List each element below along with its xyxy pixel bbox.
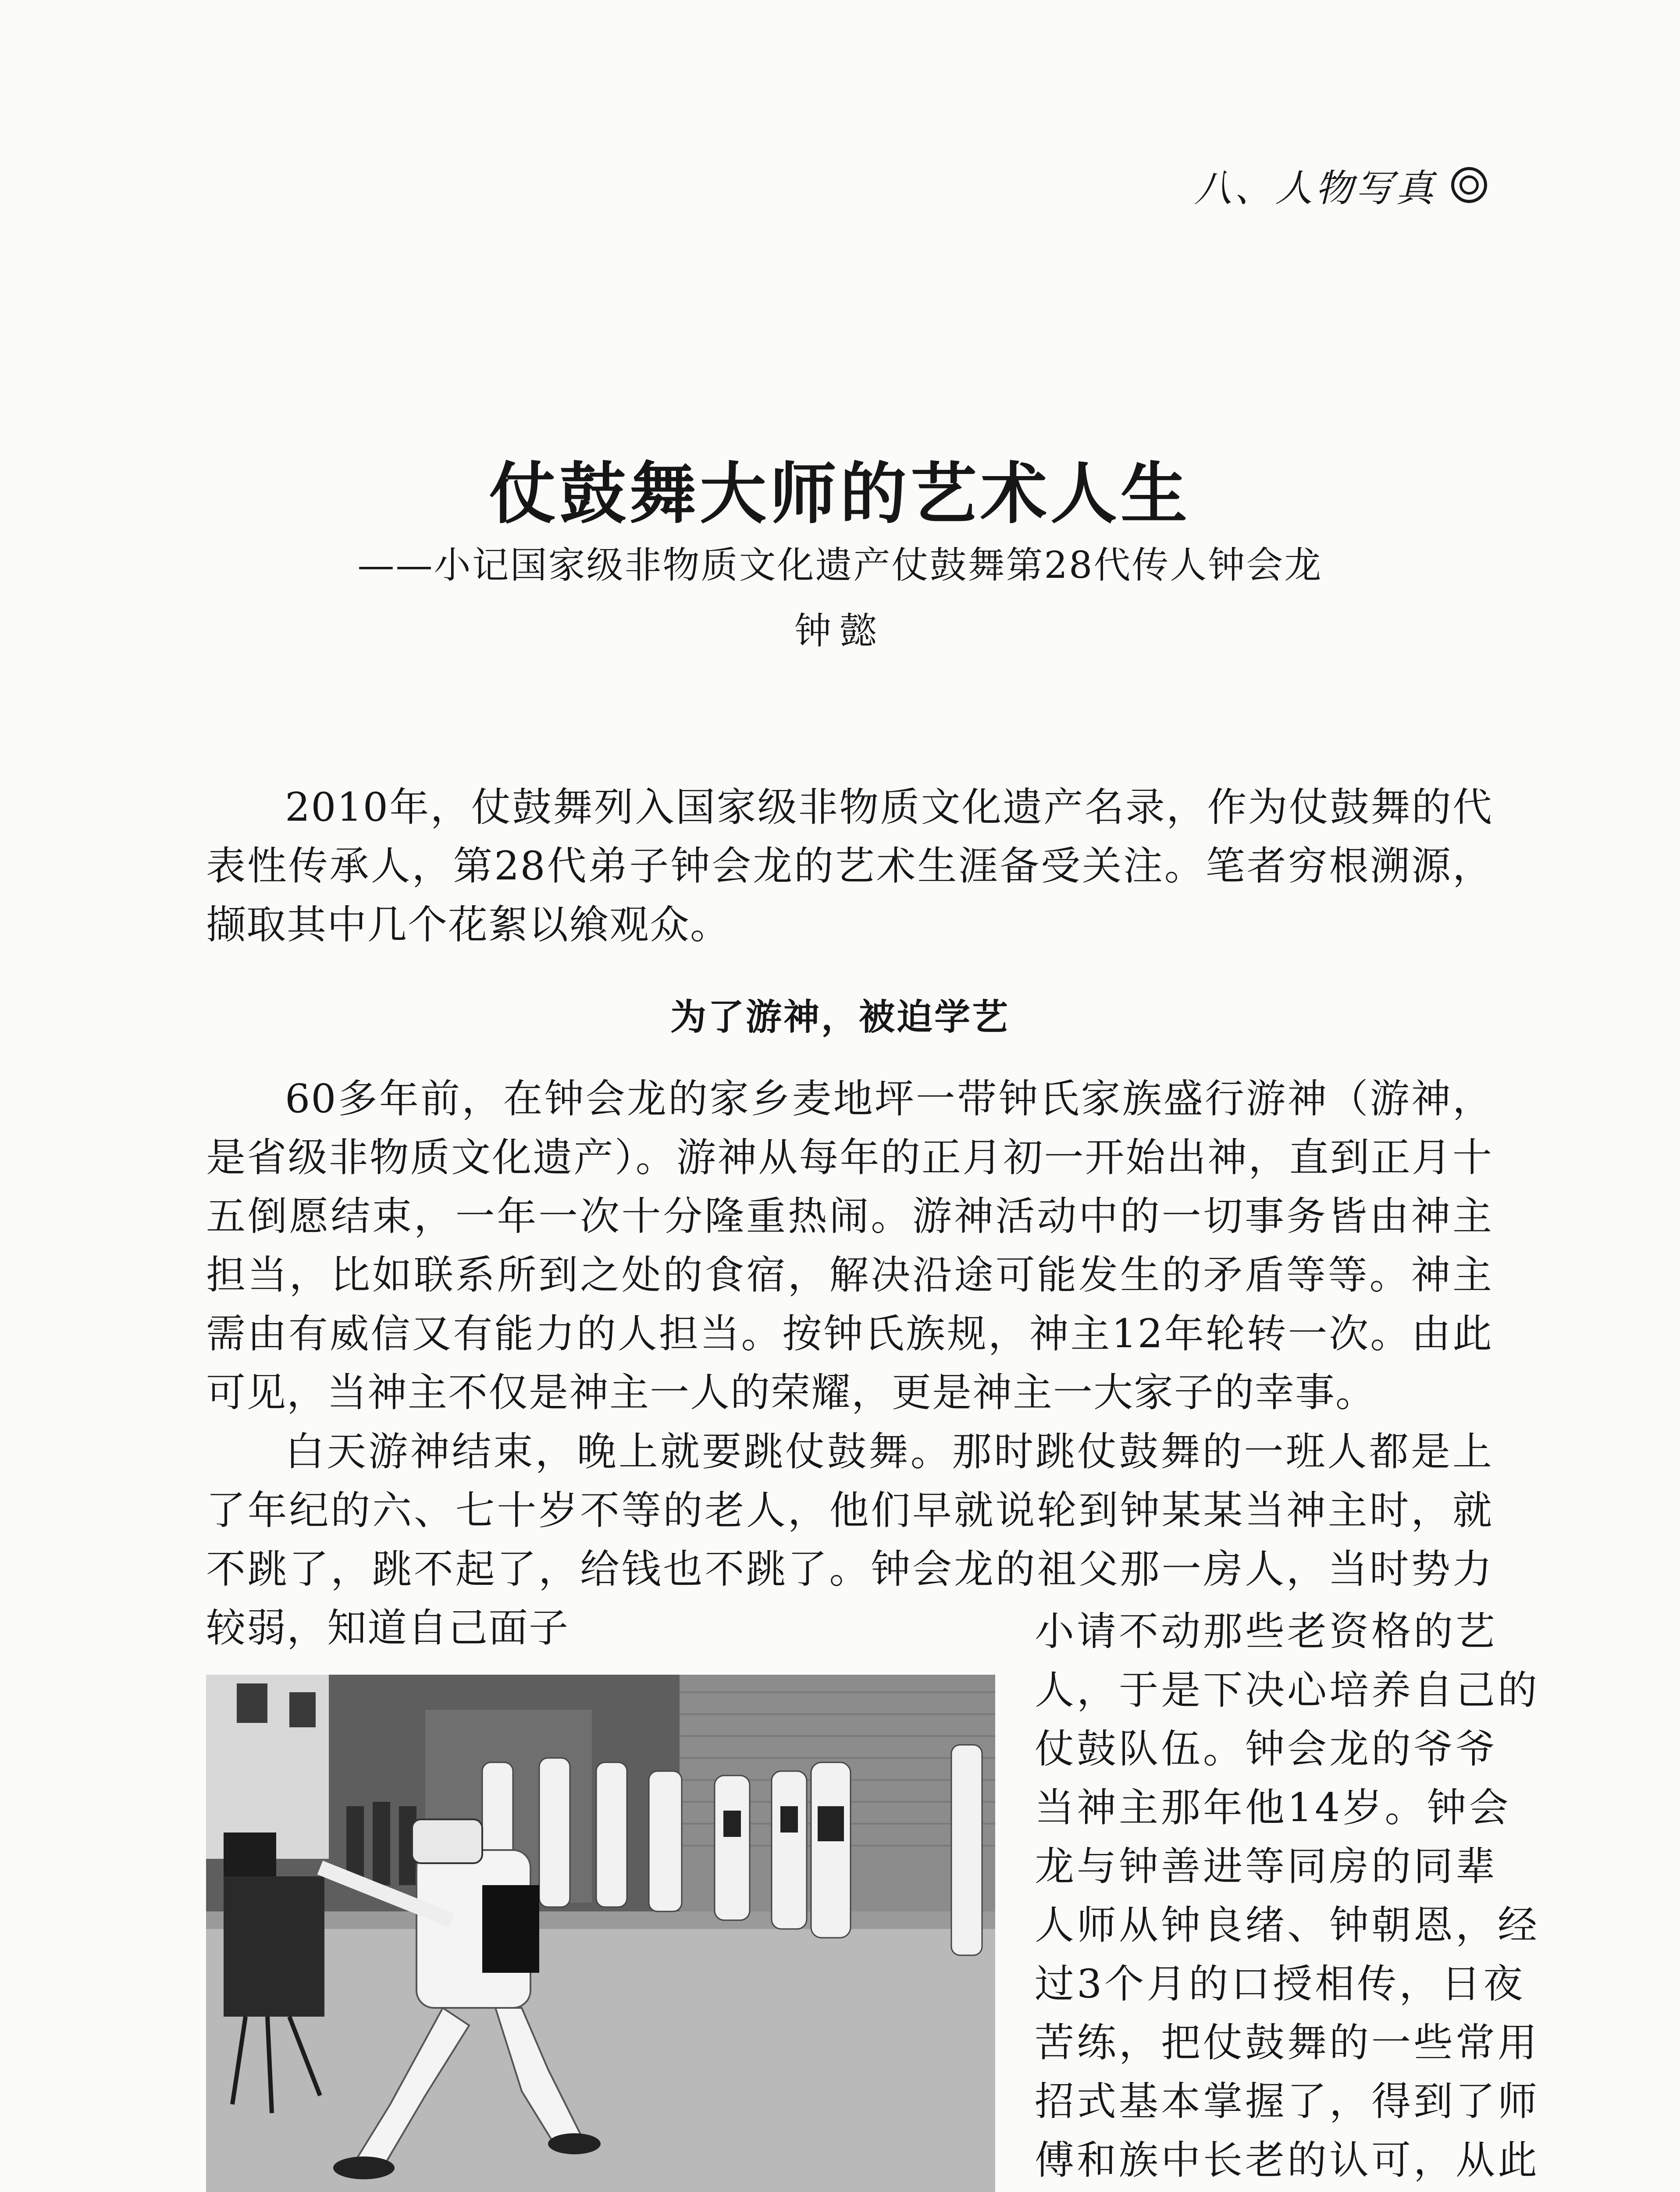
body-paragraph-2: 白天游神结束，晚上就要跳仗鼓舞。那时跳仗鼓舞的一班人都是上了年纪的六、七十岁不等的老人，他们早就说轮到钟某某当神主时，就不跳了，跳不起了，给钱也不跳了。钟会龙的祖父那一房人，当时势力较弱，知道自己面子 xyxy=(206,1429,1493,1651)
running-header-text: 八、人物写真 xyxy=(1194,167,1436,210)
text-line: 小请不动那些老资格的艺 xyxy=(1035,1608,1498,1655)
text-line: 当神主那年他14岁。钟会 xyxy=(1035,1785,1511,1831)
intro-paragraph: 2010年，仗鼓舞列入国家级非物质文化遗产名录，作为仗鼓舞的代表性传承人，第28代弟子钟会龙的艺术生涯备受关注。笔者穷根溯源，撷取其中几个花絮以飨观众。 xyxy=(206,784,1493,948)
body-paragraph-1: 60多年前，在钟会龙的家乡麦地坪一带钟氏家族盛行游神（游神，是省级非物质文化遗产）。游神从每年的正月初一开始出神，直到正月十五倒愿结束，一年一次十分隆重热闹。游神活动中的一切事务皆由神主担当，比如联系所到之处的食宿，解决沿途可能发生的矛盾等等。神主需由有威信又有能力的人担当。按钟氏族规，神主12年轮转一次。由此可见，当神主不仅是神主一人的荣耀，更是神主一大家子的幸事。 xyxy=(206,1076,1493,1416)
text-line: 仗鼓队伍。钟会龙的爷爷 xyxy=(1035,1726,1498,1772)
section-heading: 为了游神，被迫学艺 xyxy=(670,996,1010,1038)
wrapped-text-column xyxy=(1035,1602,1540,2190)
text-line: 龙与钟善进等同房的同辈 xyxy=(1035,1843,1498,1890)
text-line: 过3个月的口授相传，日夜 xyxy=(1035,1961,1526,2007)
article-title: 仗鼓舞大师的艺术人生 xyxy=(489,454,1191,533)
double-circle-icon xyxy=(1451,167,1487,203)
text-line: 傅和族中长老的认可，从此 xyxy=(1035,2137,1540,2183)
text-line: 人，于是下决心培养自己的 xyxy=(1035,1667,1540,1713)
dance-performance-photo xyxy=(206,1675,995,2192)
running-header xyxy=(1194,158,1487,212)
text-line: 人师从钟良绪、钟朝恩，经 xyxy=(1035,1902,1540,1948)
text-line: 苦练，把仗鼓舞的一些常用 xyxy=(1035,2020,1540,2066)
article-author: 钟懿 xyxy=(794,609,886,652)
article-subtitle: ——小记国家级非物质文化遗产仗鼓舞第28代传人钟会龙 xyxy=(357,544,1323,587)
text-line: 招式基本掌握了，得到了师 xyxy=(1035,2078,1540,2124)
